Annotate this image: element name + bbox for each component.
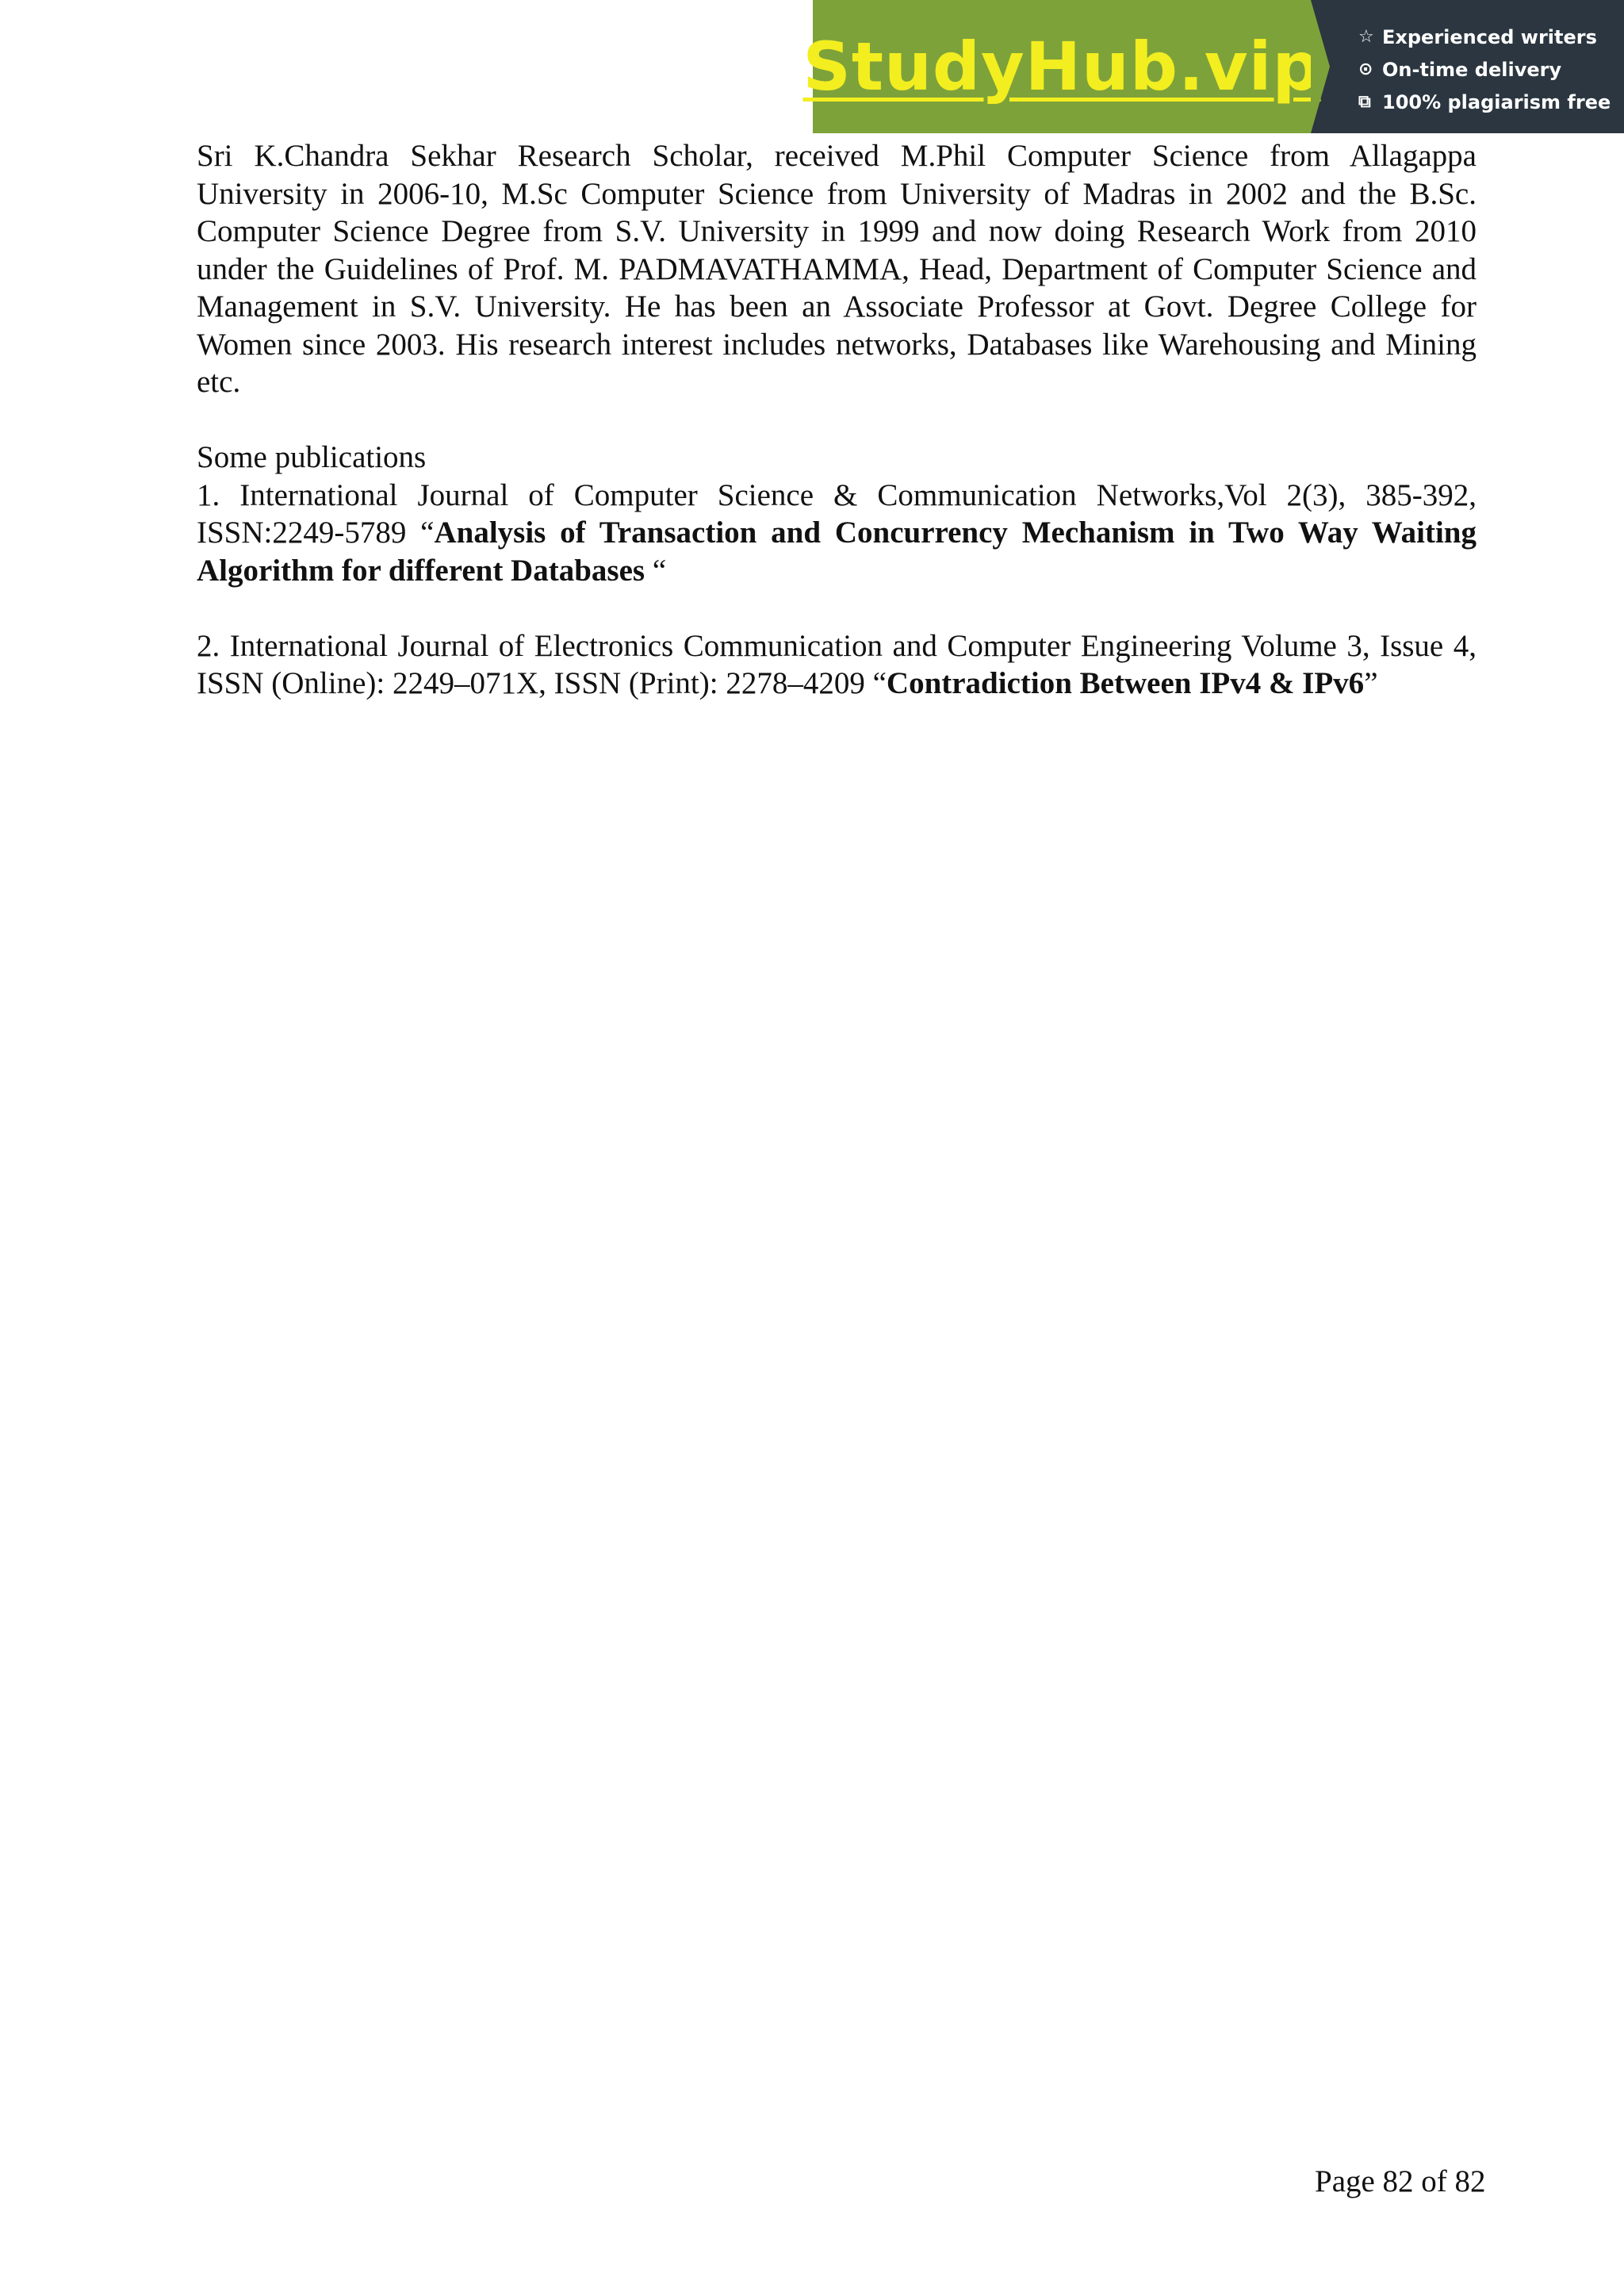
banner-feature-list xyxy=(1311,0,1624,133)
publication-2-citation: 2. International Journal of Electronics Communication and Computer Engineering Volume 3, Issue 4, ISSN (Online): 2249–071X, ISSN (Print): 2278–4209 “ xyxy=(197,628,1477,700)
spacer xyxy=(197,401,1477,439)
studyhub-banner[interactable] xyxy=(802,0,1624,133)
author-bio: Sri K.Chandra Sekhar Research Scholar, received M.Phil Computer Science from Allagappa University in 2006-10, M.Sc Computer Science from University of Madras in 2002 and the B.Sc. Computer Science Degree from S.V. University in 1999 and now doing Research Work from 2010 under the Guidelines of Prof. M. PADMAVATHAMMA, Head, Department of Computer Science and Management in S.V. University. He has been an Associate Professor at Govt. Degree College for Women since 2003. His research interest includes networks, Databases like Warehousing and Mining etc. xyxy=(197,139,1477,399)
publication-2-title: Contradiction Between IPv4 & IPv6 xyxy=(886,666,1365,700)
star-icon: ☆ xyxy=(1358,27,1374,47)
studyhub-logo[interactable] xyxy=(802,0,1321,133)
publication-1-citation: 1. International Journal of Computer Science & Communication Networks,Vol 2(3), 385-392, ISSN:2249-5789 “ xyxy=(197,477,1477,550)
studyhub-logo-text: StudyHub.vip xyxy=(802,28,1321,105)
clock-icon: ⊙ xyxy=(1358,59,1373,79)
publication-1-closing-quote: “ xyxy=(645,553,667,588)
publication-2-closing-quote: ” xyxy=(1364,666,1378,700)
feature-plagiarism-free xyxy=(1358,86,1624,118)
publication-2 xyxy=(197,627,1477,703)
publication-1 xyxy=(197,477,1477,590)
feature-label: 100% plagiarism free xyxy=(1382,90,1611,113)
feature-label: On-time delivery xyxy=(1382,58,1562,81)
feature-label: Experienced writers xyxy=(1382,25,1597,48)
publications-heading: Some publications xyxy=(197,440,427,474)
feature-experienced-writers xyxy=(1358,21,1624,53)
publication-1-title: Analysis of Transaction and Concurrency Mechanism in Two Way Waiting Algorithm for different Databases xyxy=(197,516,1477,588)
feature-on-time-delivery xyxy=(1358,53,1624,86)
copy-icon: ⧉ xyxy=(1358,92,1371,112)
document-body xyxy=(197,137,1477,703)
page-number: Page 82 of 82 xyxy=(1315,2164,1486,2198)
spacer xyxy=(197,589,1477,627)
banner-arrow-shape xyxy=(1311,0,1330,133)
